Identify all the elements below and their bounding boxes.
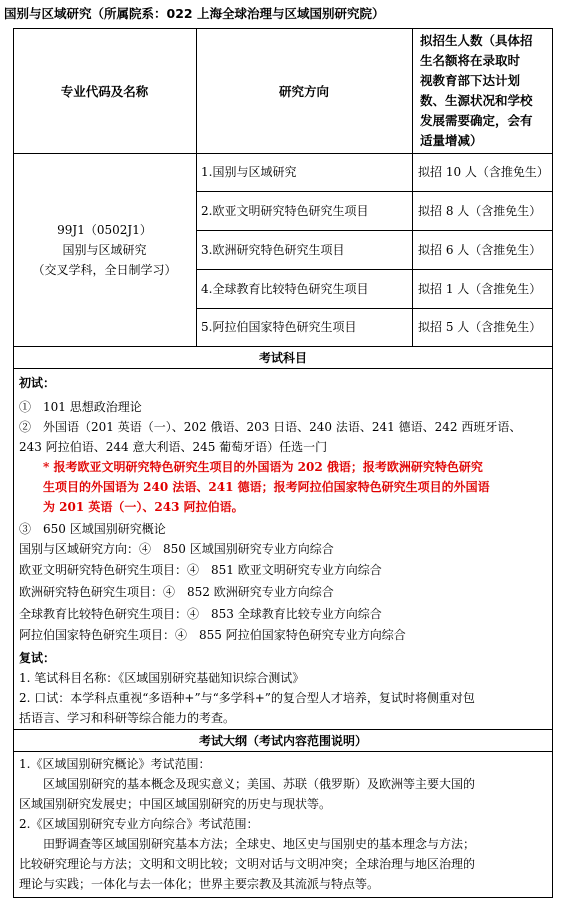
header-quota-line: 适量增减） [420,132,483,148]
direction-cell: 2.欧亚文明研究特色研究生项目 [201,203,369,218]
outline-line: 2.《区域国别研究专业方向综合》考试范围： [19,817,259,831]
direction-cell: 1.国别与区域研究 [201,165,297,179]
outline-line: 1.《区域国别研究概论》考试范围： [19,757,211,771]
exam-line: ① 101 思想政治理论 [19,400,142,414]
exam-line: 国别与区域研究方向：④ 850 区域国别研究专业方向综合 [19,542,334,556]
exam-line: ② 外国语（201 英语（一）、202 俄语、203 日语、240 法语、241 德语、242 西班牙语、 [19,420,522,434]
quota-cell: 拟招 10 人（含推免生） [418,165,549,179]
quota-cell: 拟招 8 人（含推免生） [418,203,542,218]
exam-section-title: 考试科目 [258,350,307,365]
header-quota-line: 数、生源状况和学校 [420,92,533,108]
program-code: 99J1（0502J1） [57,222,152,237]
row-divider [13,751,553,752]
header-quota-line: 发展需要确定，会有 [420,112,533,128]
exam-note-line: 生项目的外国语为 240 法语、241 德语；报考阿拉伯国家特色研究生项目的外国语 [43,480,490,494]
page-title: 国别与区域研究（所属院系：022 上海全球治理与区域国别研究院） [4,6,385,21]
exam-line: ③ 650 区域国别研究概论 [19,522,166,536]
row-divider [13,368,553,369]
header-code-name: 专业代码及名称 [60,83,149,99]
exam-line: 全球教育比较特色研究生项目：④ 853 全球教育比较专业方向综合 [19,607,382,621]
header-quota-line: 拟招生人数（具体招 [420,32,533,48]
program-name: 国别与区域研究 [62,242,147,257]
exam-line: 欧洲研究特色研究生项目：④ 852 欧洲研究专业方向综合 [19,585,334,599]
outline-line: 理论与实践；一体化与去一体化；世界主要宗教及其流派与特点等。 [19,877,380,891]
retest-label: 复试： [19,651,56,665]
program-cell [13,153,196,346]
exam-line: 阿拉伯国家特色研究生项目：④ 855 阿拉伯国家特色研究专业方向综合 [19,628,406,642]
exam-note-line: 为 201 英语（一）、243 阿拉伯语。 [43,500,244,514]
outline-line: 区域国别研究发展史；中国区域国别研究的历史与现状等。 [19,797,332,811]
quota-cell: 拟招 1 人（含推免生） [418,281,542,296]
outline-line: 比较研究理论与方法；文明和文明比较；文明对话与文明冲突；全球治理与地区治理的 [19,857,476,871]
outline-line: 区域国别研究的基本概念及现实意义；美国、苏联（俄罗斯）及欧洲等主要大国的 [19,777,476,791]
program-type: （交叉学科，全日制学习） [32,262,177,277]
exam-line: 欧亚文明研究特色研究生项目：④ 851 欧亚文明研究专业方向综合 [19,563,382,577]
outline-section-title: 考试大纲（考试内容范围说明） [198,733,367,748]
retest-line: 1. 笔试科目名称：《区域国别研究基础知识综合测试》 [19,671,305,685]
retest-line: 2. 口试：本学科点重视“多语种+”与“多学科+”的复合型人才培养，复试时将侧重对包 [19,691,475,705]
exam-line: 243 阿拉伯语、244 意大利语、245 葡萄牙语）任选一门 [19,440,328,454]
header-quota-line: 生名额将在录取时 [420,52,521,68]
initial-exam-label: 初试： [19,376,56,390]
direction-cell: 3.欧洲研究特色研究生项目 [201,242,345,257]
direction-cell: 4.全球教育比较特色研究生项目 [201,281,369,296]
program-table [13,28,553,898]
header-quota-line: 视教育部下达计划 [420,72,521,88]
direction-cell: 5.阿拉伯国家特色研究生项目 [201,320,357,334]
retest-line: 括语言、学习和科研等综合能力的考查。 [19,711,236,725]
quota-cell: 拟招 5 人（含推免生） [418,320,542,334]
exam-note-line: * 报考欧亚文明研究特色研究生项目的外国语为 202 俄语；报考欧洲研究特色研究 [43,460,483,474]
quota-cell: 拟招 6 人（含推免生） [418,242,542,257]
header-direction: 研究方向 [278,83,329,99]
header-quota [412,28,553,153]
outline-line: 田野调查等区域国别研究基本方法；全球史、地区史与国别史的基本理念与方法； [19,837,476,851]
